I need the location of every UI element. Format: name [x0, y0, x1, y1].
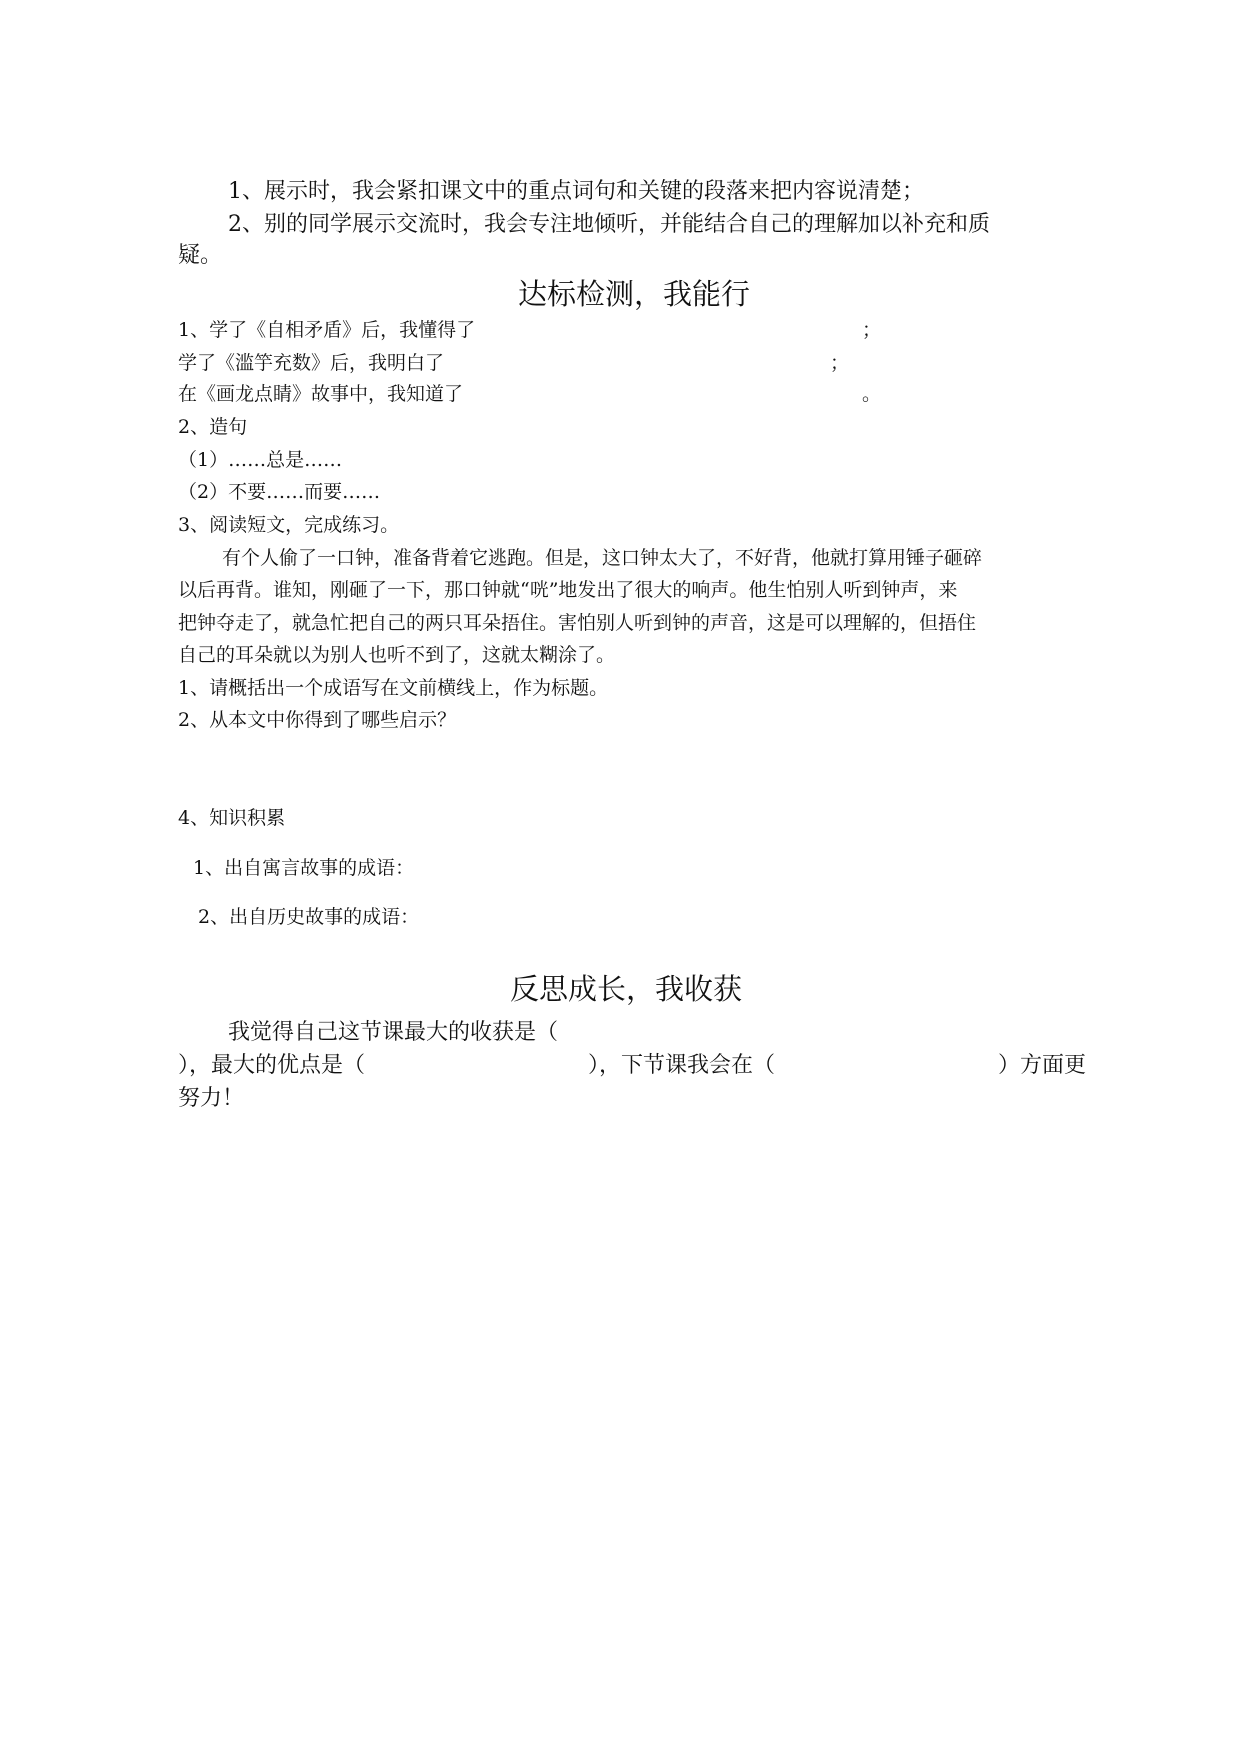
q4-sub-1: 1、出自寓言故事的成语：	[193, 857, 415, 879]
q2-item-2: （2）不要……而要……	[178, 481, 381, 503]
reflect-line-1: 我觉得自己这节课最大的收获是（	[228, 1020, 559, 1045]
q1-line-3-end: 。	[862, 383, 882, 405]
q2-item-1: （1）……总是……	[178, 449, 343, 471]
q4-title: 4、知识积累	[178, 807, 286, 829]
section-heading-reflect: 反思成长，我收获	[510, 972, 743, 1006]
reflect-line-2-part-2: ），下节课我会在（	[588, 1053, 776, 1078]
section-heading-test: 达标检测，我能行	[518, 277, 751, 311]
q3-sub-2: 2、从本文中你得到了哪些启示？	[178, 709, 457, 731]
q3-title: 3、阅读短文，完成练习。	[178, 514, 400, 536]
q3-passage-line-2: 以后再背。谁知，刚砸了一下，那口钟就“咣”地发出了很大的响声。他生怕别人听到钟声，来	[178, 579, 958, 601]
intro-item-2-line-1: 2、别的同学展示交流时，我会专注地倾听，并能结合自己的理解加以补充和质	[228, 212, 990, 237]
reflect-line-2-part-1: ），最大的优点是（	[178, 1053, 366, 1078]
q4-sub-2: 2、出自历史故事的成语：	[198, 906, 420, 928]
q1-line-2: 学了《滥竽充数》后，我明白了	[178, 352, 445, 374]
intro-item-2-line-2: 疑。	[178, 243, 223, 268]
reflect-line-3: 努力！	[178, 1086, 245, 1111]
q1-line-2-end: ；	[830, 352, 850, 374]
q1-line-1: 1、学了《自相矛盾》后，我懂得了	[178, 319, 476, 341]
q1-line-1-end: ；	[862, 319, 882, 341]
q2-title: 2、造句	[178, 416, 248, 438]
q3-passage-line-3: 把钟夺走了，就急忙把自己的两只耳朵捂住。害怕别人听到钟的声音，这是可以理解的，但捂住	[178, 612, 977, 634]
reflect-line-2-part-3: ）方面更	[998, 1053, 1087, 1078]
q1-line-3: 在《画龙点睛》故事中，我知道了	[178, 383, 464, 405]
intro-item-1: 1、展示时，我会紧扣课文中的重点词句和关键的段落来把内容说清楚；	[228, 179, 924, 204]
q3-passage-line-1: 有个人偷了一口钟，准备背着它逃跑。但是，这口钟太大了，不好背，他就打算用锤子砸碎	[222, 547, 983, 569]
q3-passage-line-4: 自己的耳朵就以为别人也听不到了，这就太糊涂了。	[178, 644, 616, 666]
q3-sub-1: 1、请概括出一个成语写在文前横线上，作为标题。	[178, 677, 609, 699]
